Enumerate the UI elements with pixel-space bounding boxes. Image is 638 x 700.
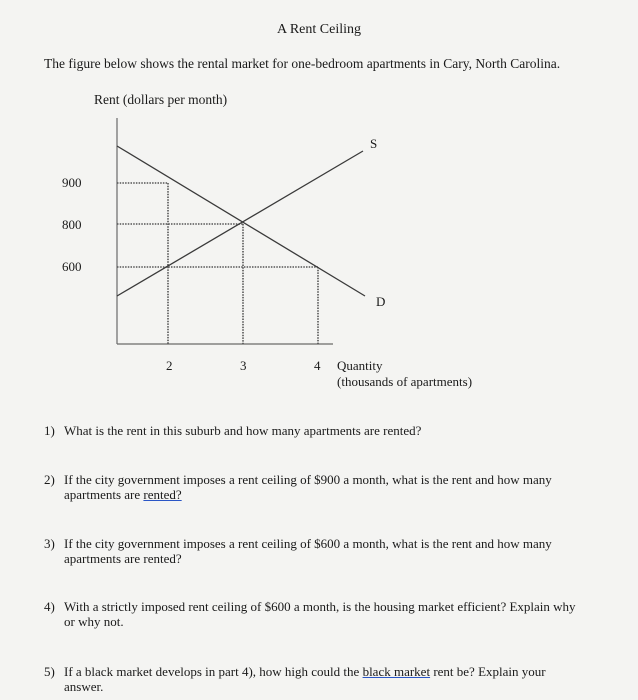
x-tick-2: 2: [166, 358, 173, 373]
demand-curve-label: D: [376, 294, 386, 309]
question-4-number: 4): [44, 599, 55, 614]
question-2-text: If the city government imposes a rent ceiling of $900 a month, what is the rent and how many apartments are rented?: [64, 472, 552, 502]
supply-curve-label: S: [370, 136, 378, 151]
x-axis-label-line2: (thousands of apartments): [337, 374, 473, 389]
question-1-text: What is the rent in this suburb and how many apartments are rented?: [64, 423, 422, 438]
question-4: [44, 599, 584, 629]
question-3-number: 3): [44, 536, 55, 551]
y-tick-600: 600: [62, 259, 82, 274]
question-2: [44, 472, 584, 502]
intro-text: The figure below shows the rental market for one-bedroom apartments in Cary, North Carolina.: [44, 56, 561, 71]
x-axis-label-line1: Quantity: [337, 358, 383, 373]
x-tick-4: 4: [314, 358, 321, 373]
y-tick-800: 800: [62, 217, 82, 232]
question-2-underlined: rented?: [143, 487, 182, 502]
page-title: A Rent Ceiling: [277, 22, 361, 37]
question-1-number: 1): [44, 423, 55, 438]
question-5-text: If a black market develops in part 4), how high could the black market rent be? Explain your answer.: [64, 664, 546, 694]
question-3-text: If the city government imposes a rent ceiling of $600 a month, what is the rent and how many apartments are rented?: [64, 536, 552, 566]
chart-y-axis-label: Rent (dollars per month): [94, 92, 228, 107]
supply-curve: [117, 151, 363, 296]
question-5-number: 5): [44, 664, 55, 679]
question-1: [44, 423, 584, 438]
question-3: [44, 536, 584, 566]
question-5: [44, 664, 584, 694]
question-4-text: With a strictly imposed rent ceiling of $600 a month, is the housing market efficient? Explain why or why not.: [64, 599, 576, 629]
question-5-underlined: black market: [362, 664, 431, 679]
x-tick-3: 3: [240, 358, 247, 373]
question-2-number: 2): [44, 472, 55, 487]
y-tick-900: 900: [62, 175, 82, 190]
